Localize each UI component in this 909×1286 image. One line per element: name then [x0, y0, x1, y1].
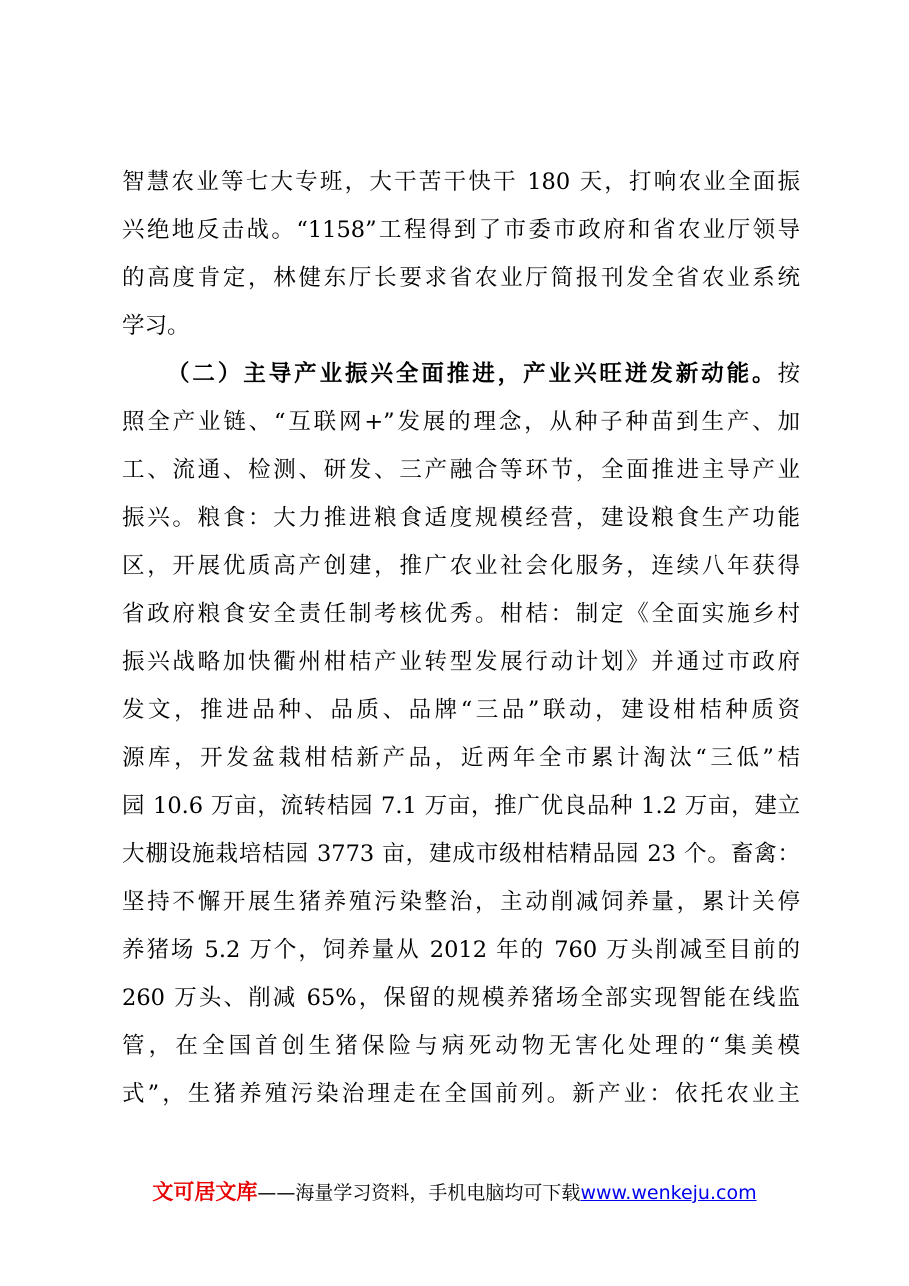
- text-line: 振兴战略加快衢州柑桔产业转型发展行动计划》并通过市政府: [122, 649, 800, 675]
- text-line: 智慧农业等七大专班，大干苦干快干 180 天，打响农业全面振: [122, 169, 800, 195]
- text-line: 振兴。粮食：大力推进粮食适度规模经营，建设粮食生产功能: [122, 505, 800, 531]
- footer-brand: 文可居文库: [152, 1180, 258, 1204]
- text-line: 工、流通、检测、研发、三产融合等环节，全面推进主导产业: [122, 457, 800, 483]
- body-text: [122, 158, 800, 1118]
- text-line: 园 10.6 万亩，流转桔园 7.1 万亩，推广优良品种 1.2 万亩，建立: [122, 793, 800, 819]
- paragraph-heading-line: [122, 350, 800, 398]
- text-line: 管，在全国首创生猪保险与病死动物无害化处理的“集美模: [122, 1033, 800, 1059]
- text-line: 省政府粮食安全责任制考核优秀。柑桔：制定《全面实施乡村: [122, 601, 800, 627]
- footer-slogan: ——海量学习资料，手机电脑均可下载: [257, 1182, 581, 1204]
- section-heading: （二）主导产业振兴全面推进，产业兴旺迸发新动能。: [167, 361, 778, 387]
- text-line: 式”，生猪养殖污染治理走在全国前列。新产业：依托农业主: [122, 1081, 800, 1107]
- text-line: 大棚设施栽培桔园 3773 亩，建成市级柑桔精品园 23 个。畜禽：: [122, 841, 800, 867]
- text-line: 养猪场 5.2 万个，饲养量从 2012 年的 760 万头削减至目前的: [122, 937, 800, 963]
- text-line: 照全产业链、“互联网+”发展的理念，从种子种苗到生产、加: [122, 409, 800, 435]
- text-line: 发文，推进品种、品质、品牌“三品”联动，建设柑桔种质资: [122, 697, 800, 723]
- text-line: 的高度肯定，林健东厅长要求省农业厅简报刊发全省农业系统: [122, 265, 800, 291]
- text-line: 区，开展优质高产创建，推广农业社会化服务，连续八年获得: [122, 553, 800, 579]
- text-line: 260 万头、削减 65%，保留的规模养猪场全部实现智能在线监: [122, 985, 800, 1011]
- text-line: 源库，开发盆栽柑桔新产品，近两年全市累计淘汰“三低”桔: [122, 745, 800, 771]
- footer-link[interactable]: www.wenkeju.com: [580, 1182, 757, 1204]
- footer-banner: [0, 1176, 909, 1206]
- text-line: 按: [777, 361, 800, 387]
- text-line: 坚持不懈开展生猪养殖污染整治，主动削减饲养量，累计关停: [122, 889, 800, 915]
- text-line: 兴绝地反击战。“1158”工程得到了市委市政府和省农业厅领导: [122, 217, 800, 243]
- text-line: 学习。: [122, 313, 190, 339]
